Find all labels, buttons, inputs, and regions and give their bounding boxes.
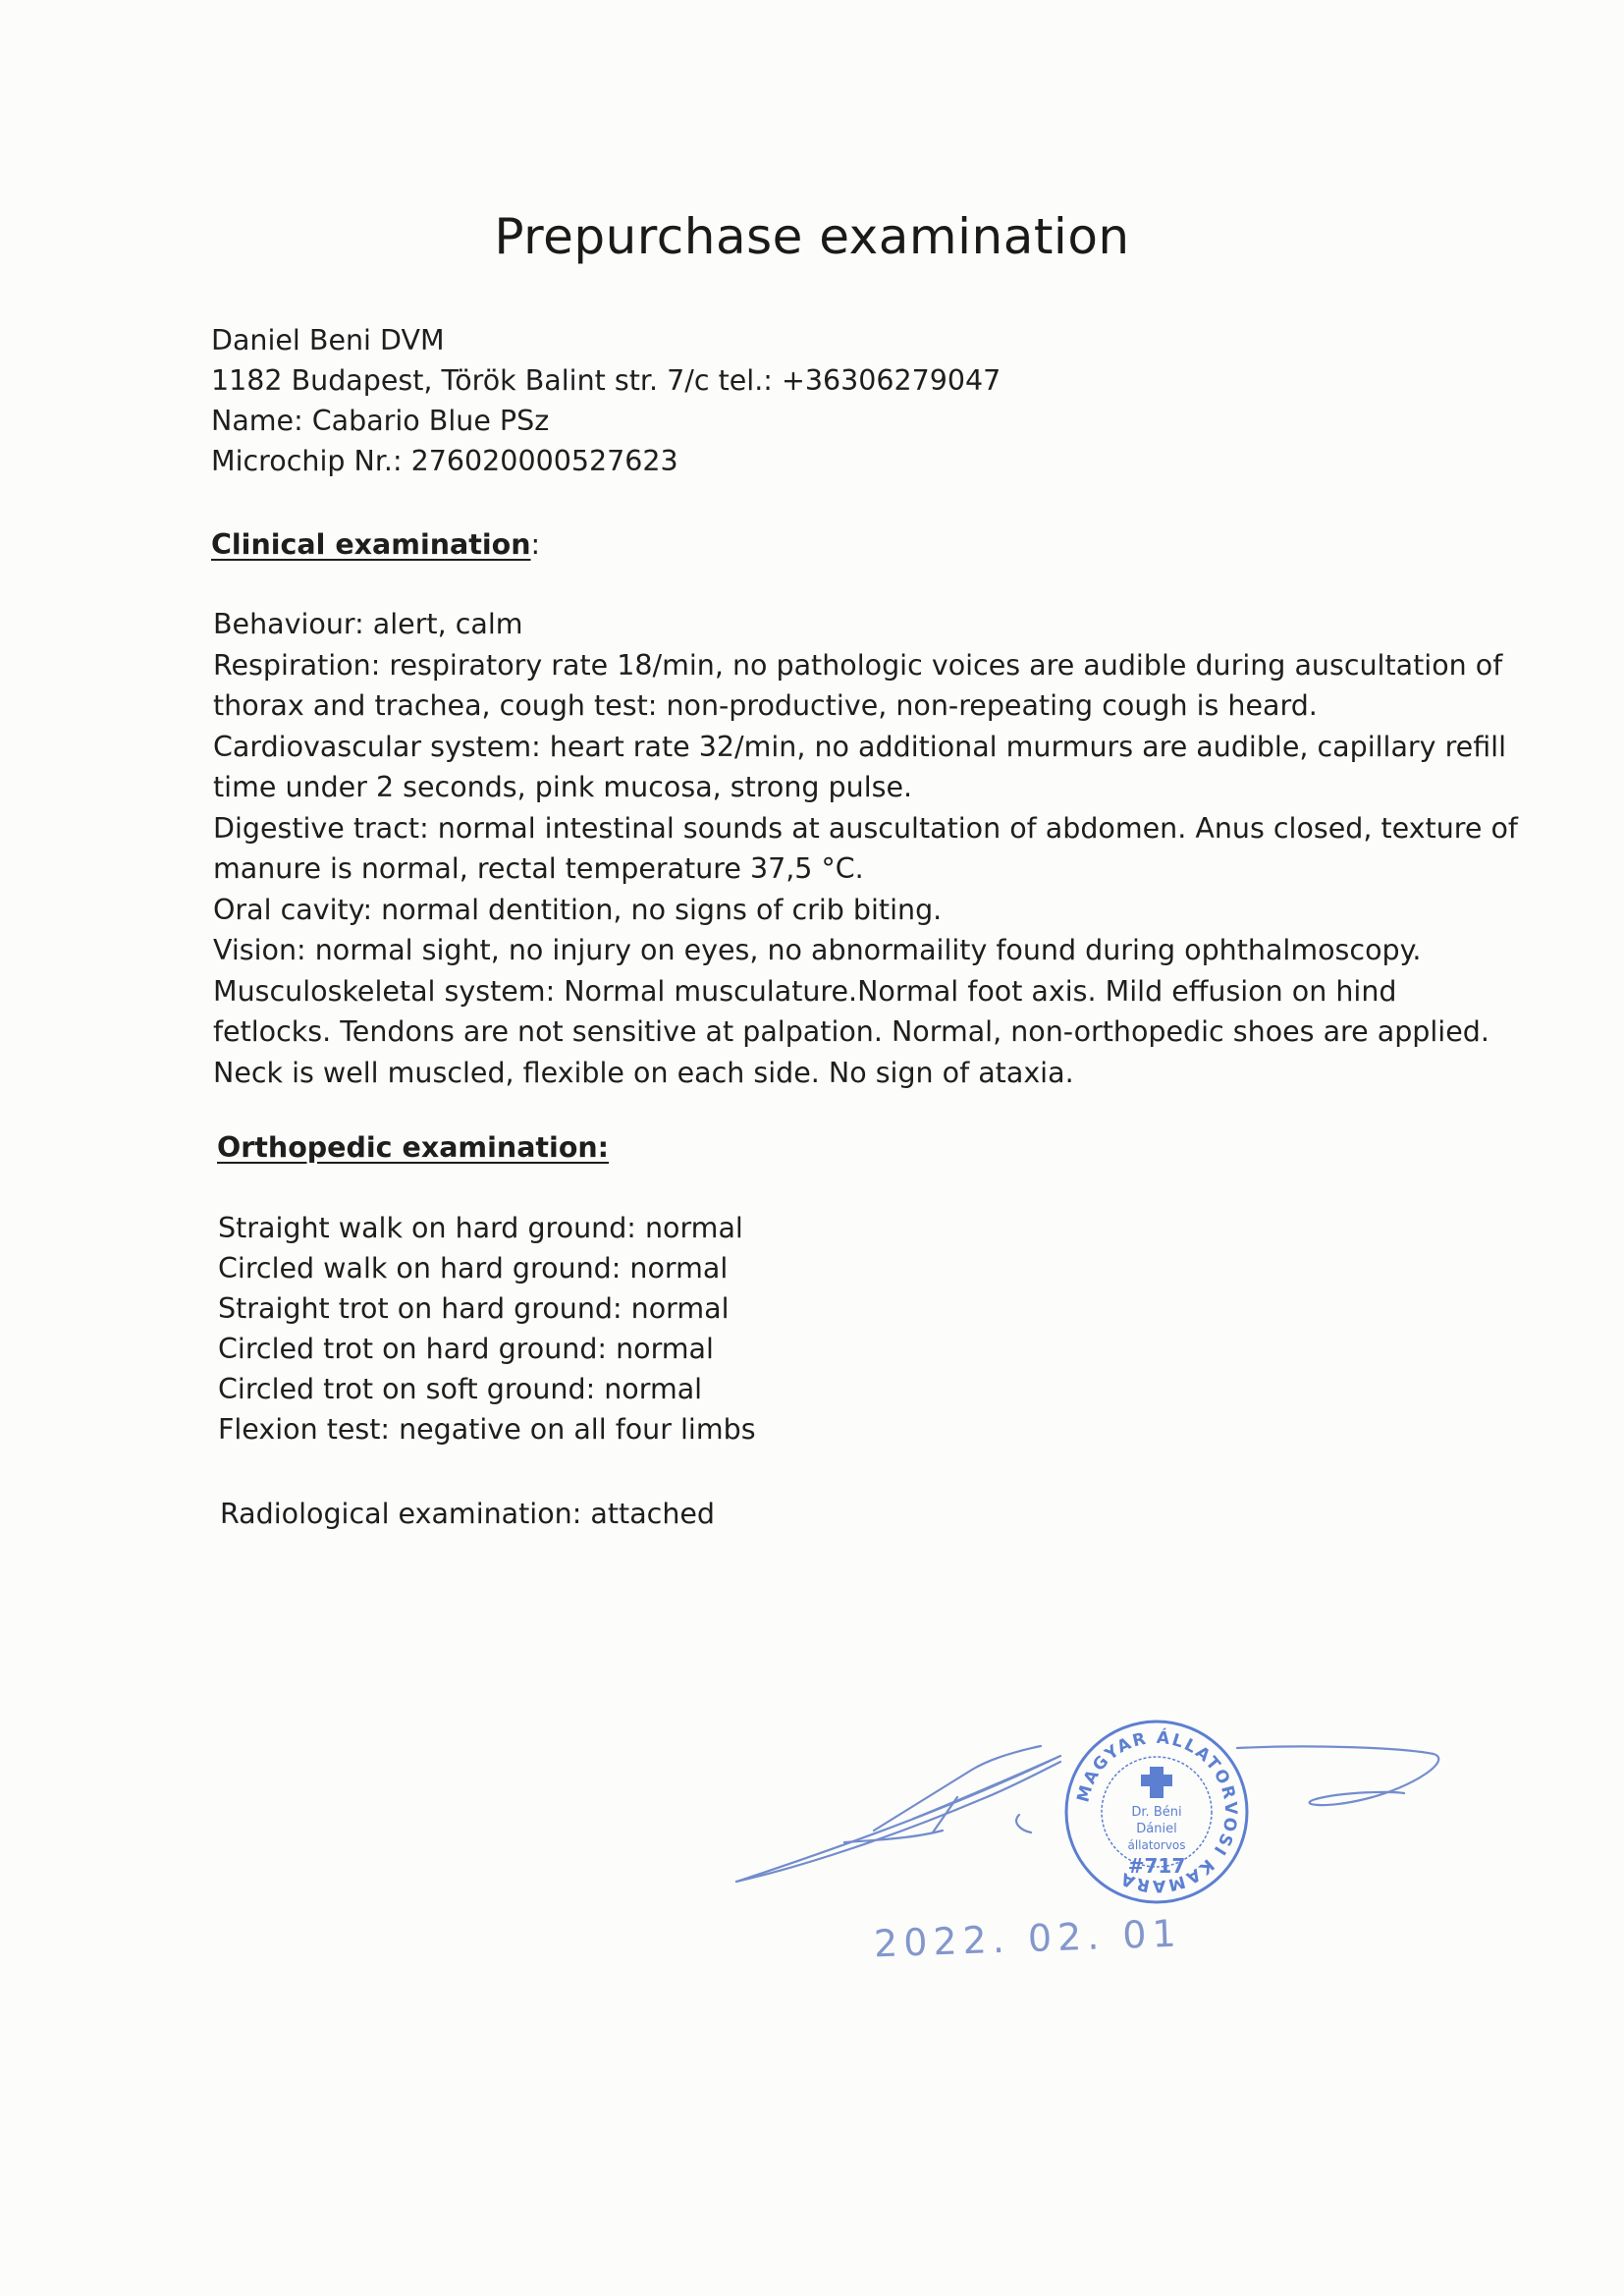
- clinical-line: manure is normal, rectal temperature 37,5 °C.: [213, 852, 864, 885]
- signature-stroke: [736, 1756, 1060, 1882]
- orthopedic-item: Flexion test: negative on all four limbs: [218, 1413, 756, 1446]
- clinical-line: Neck is well muscled, flexible on each side. No sign of ataxia.: [213, 1056, 1074, 1089]
- stamp-line2: Dániel: [1136, 1822, 1177, 1836]
- clinical-heading-wrap: [211, 524, 540, 565]
- clinical-line: time under 2 seconds, pink mucosa, strong pulse.: [213, 771, 913, 803]
- clinical-line: Oral cavity: normal dentition, no signs of crib biting.: [213, 893, 943, 926]
- stamp-number: #717: [1127, 1854, 1186, 1878]
- microchip-number: Microchip Nr.: 276020000527623: [211, 445, 678, 477]
- clinical-line: Musculoskeletal system: Normal musculature.Normal foot axis. Mild effusion on hind: [213, 974, 1397, 1008]
- clinical-line: fetlocks. Tendons are not sensitive at palpation. Normal, non-orthopedic shoes are applied.: [213, 1015, 1489, 1048]
- radiology-note: Radiological examination: attached: [220, 1498, 716, 1530]
- clinical-line: Behaviour: alert, calm: [213, 608, 523, 640]
- stamp-cross-icon: [1141, 1767, 1172, 1798]
- clinical-line: Respiration: respiratory rate 18/min, no pathologic voices are audible during auscultation of: [213, 648, 1503, 682]
- horse-name: Name: Cabario Blue PSz: [211, 405, 550, 437]
- vet-header: [211, 320, 1478, 481]
- orthopedic-item: Circled walk on hard ground: normal: [218, 1252, 729, 1285]
- orthopedic-item: Circled trot on hard ground: normal: [218, 1333, 714, 1365]
- clinical-line: Digestive tract: normal intestinal sounds at auscultation of abdomen. Anus closed, texture of: [213, 811, 1518, 845]
- stamp-line3: állatorvos: [1127, 1838, 1186, 1852]
- clinical-line: Vision: normal sight, no injury on eyes, no abnormaility found during ophthalmoscopy.: [213, 934, 1422, 966]
- clinical-heading-colon: :: [530, 528, 541, 561]
- orthopedic-item: Straight walk on hard ground: normal: [218, 1212, 743, 1244]
- signature-stroke: [844, 1831, 943, 1842]
- orthopedic-item: Circled trot on soft ground: normal: [218, 1373, 703, 1405]
- clinical-line: thorax and trachea, cough test: non-productive, non-repeating cough is heard.: [213, 689, 1318, 722]
- clinical-line: Cardiovascular system: heart rate 32/min, no additional murmurs are audible, capillary refill: [213, 730, 1506, 763]
- clinical-heading: Clinical examination: [211, 528, 531, 561]
- stamp-line1: Dr. Béni: [1131, 1805, 1182, 1820]
- orthopedic-item: Straight trot on hard ground: normal: [218, 1292, 730, 1325]
- orthopedic-heading-wrap: [217, 1127, 609, 1168]
- orthopedic-heading: Orthopedic examination:: [217, 1131, 610, 1164]
- vet-name: Daniel Beni DVM: [211, 324, 445, 356]
- signature-stroke: [1016, 1815, 1031, 1832]
- signature-stroke: [736, 1762, 1060, 1882]
- page-title: Prepurchase examination: [494, 208, 1130, 265]
- signature-stroke: [1237, 1746, 1438, 1805]
- clinical-findings: [213, 604, 1518, 1093]
- signature-stroke: [933, 1797, 957, 1832]
- orthopedic-findings: [218, 1208, 756, 1449]
- stamp-ring-text: MAGYAR ÁLLATORVOSI KAMARA: [1073, 1727, 1241, 1896]
- official-stamp: [1058, 1714, 1255, 1910]
- signature-date: 2022. 02. 01: [873, 1911, 1183, 1966]
- vet-address: 1182 Budapest, Török Balint str. 7/c tel.: +36306279047: [211, 364, 1001, 397]
